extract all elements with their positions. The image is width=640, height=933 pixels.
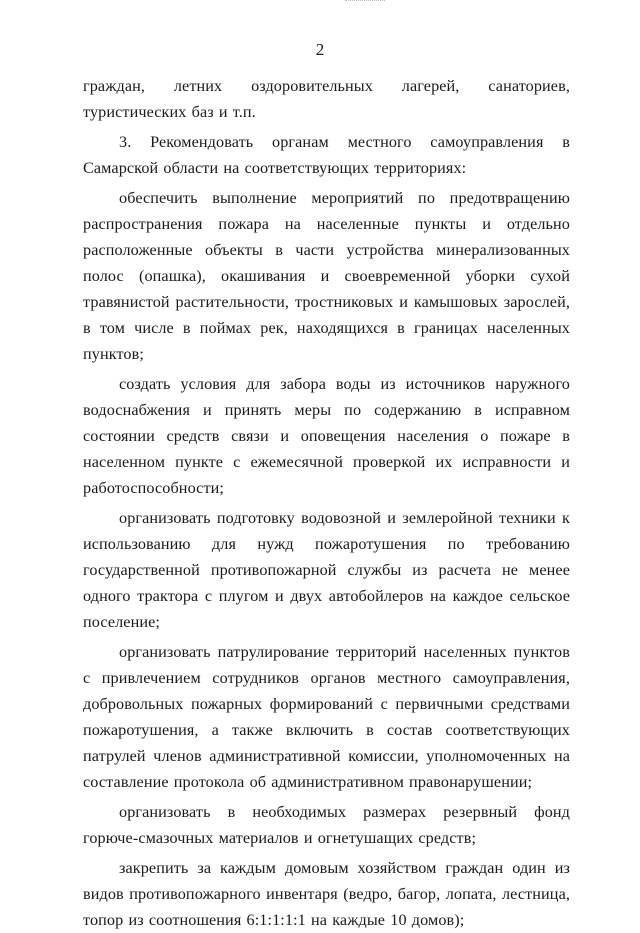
paragraph-continuation: граждан, летних оздоровительных лагерей, санаториев, туристических баз и т.п. xyxy=(83,77,570,121)
page-number: 2 xyxy=(315,40,325,59)
scan-artifact xyxy=(345,0,385,3)
paragraph-ensure: обеспечить выполнение мероприятий по предотвращению распространения пожара на населенные пункты и отдельно расположенные объекты в части устройства минерализованных полос (опашка), окашивания и своевременной уборки сухой травянистой растительности, тростниковых и камышовых зарослей, в том числе в поймах рек, находящихся в границах населенных пунктов; xyxy=(83,189,570,363)
paragraph-inventory: закрепить за каждым домовым хозяйством граждан один из видов противопожарного инвентаря (ведро, багор, лопата, лестница, топор из соотношения 6:1:1:1:1 на каждые 10 домов); xyxy=(83,859,570,929)
paragraph-equipment: организовать подготовку водовозной и землеройной техники к использованию для нужд пожаротушения по требованию государственной противопожарной службы из расчета не менее одного трактора с плугом и двух автобойлеров на каждое сельское поселение; xyxy=(83,509,570,631)
paragraph-item-3: 3. Рекомендовать органам местного самоуправления в Самарской области на соответствующих территориях: xyxy=(83,133,570,177)
document-body xyxy=(83,73,570,933)
paragraph-reserve-fund: организовать в необходимых размерах резервный фонд горюче-смазочных материалов и огнетушащих средств; xyxy=(83,803,570,847)
paragraph-water-supply: создать условия для забора воды из источников наружного водоснабжения и принять меры по содержанию в исправном состоянии средств связи и оповещения населения о пожаре в населенном пункте с ежемесячной проверкой их исправности и работоспособности; xyxy=(83,375,570,497)
paragraph-patrol: организовать патрулирование территорий населенных пунктов с привлечением сотрудников органов местного самоуправления, добровольных пожарных формирований с первичными средствами пожаротушения, а также включить в состав соответствующих патрулей членов административной комиссии, уполномоченных на составление протокола об административном правонарушении; xyxy=(83,643,570,791)
